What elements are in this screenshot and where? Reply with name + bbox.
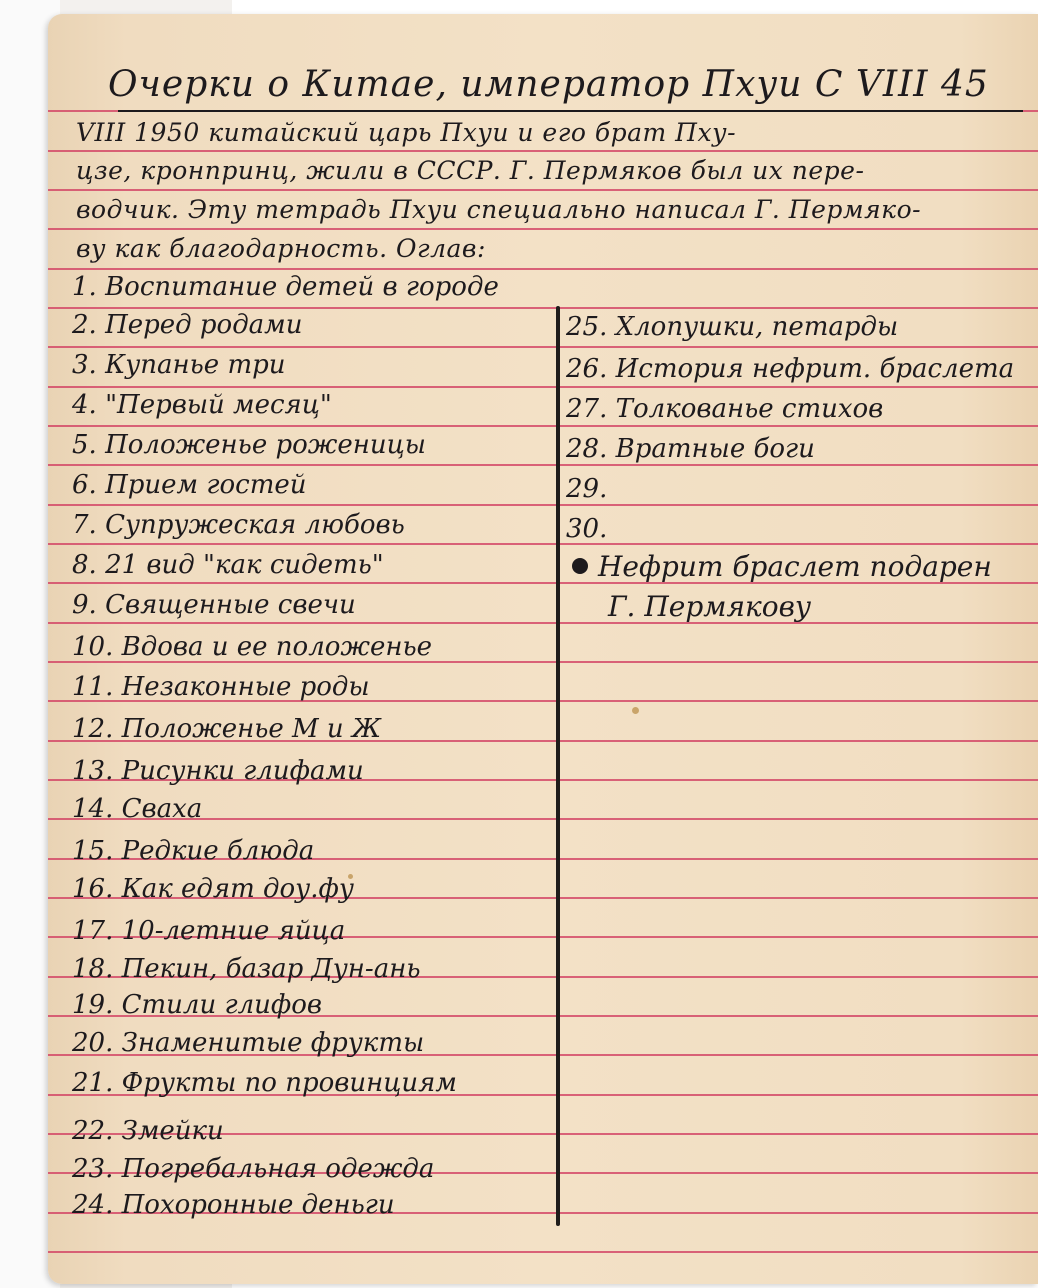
intro-line: цзе, кронпринц, жили в СССР. Г. Пермяков был их пере-: [76, 156, 865, 185]
rule-line: [48, 150, 1038, 152]
contents-item: 8. 21 вид "как сидеть": [72, 550, 384, 580]
contents-item: 27. Толкованье стихов: [566, 394, 884, 424]
page-title: Очерки о Китае, император Пхуи С VIII 45: [108, 64, 989, 105]
contents-item: 28. Вратные боги: [566, 434, 815, 464]
contents-item: 5. Положенье роженицы: [72, 430, 426, 460]
rule-line: [48, 268, 1038, 270]
contents-item: 30.: [566, 514, 608, 544]
contents-item: 17. 10-летние яйца: [72, 916, 346, 946]
rule-line: [48, 425, 1038, 427]
rule-line: [48, 464, 1038, 466]
rule-line: [48, 1251, 1038, 1253]
title-underline: [118, 110, 1023, 112]
rule-line: [48, 189, 1038, 191]
contents-item: 26. История нефрит. браслета: [566, 354, 1015, 384]
contents-item: 21. Фрукты по провинциям: [72, 1068, 457, 1098]
contents-item: 24. Похоронные деньги: [72, 1190, 395, 1220]
contents-item: 13. Рисунки глифами: [72, 756, 364, 786]
contents-item: 12. Положенье М и Ж: [72, 714, 382, 744]
contents-item: 14. Сваха: [72, 794, 203, 824]
note-line: Нефрит браслет подарен: [598, 550, 992, 583]
intro-line: VIII 1950 китайский царь Пхуи и его брат Пху-: [76, 118, 737, 147]
contents-item: 29.: [566, 474, 608, 504]
contents-item: 4. "Первый месяц": [72, 390, 332, 420]
intro-line: ву как благодарность. Оглав:: [76, 234, 486, 263]
contents-item: 7. Супружеская любовь: [72, 510, 405, 540]
note-line: Г. Пермякову: [608, 590, 812, 623]
notebook-page: [48, 14, 1038, 1284]
paper-speck: [632, 707, 639, 714]
rule-line: [48, 386, 1038, 388]
contents-item: 1. Воспитание детей в городе: [72, 272, 499, 302]
contents-item: 2. Перед родами: [72, 310, 303, 340]
contents-item: 11. Незаконные роды: [72, 672, 370, 702]
contents-item: 19. Стили глифов: [72, 990, 323, 1020]
contents-item: 20. Знаменитые фрукты: [72, 1028, 425, 1058]
contents-item: 23. Погребальная одежда: [72, 1154, 435, 1184]
contents-item: 25. Хлопушки, петарды: [566, 312, 899, 342]
rule-line: [48, 346, 1038, 348]
rule-line: [48, 504, 1038, 506]
contents-item: 16. Как едят доу.фу: [72, 874, 354, 904]
rule-line: [48, 543, 1038, 545]
contents-item: 18. Пекин, базар Дун-ань: [72, 954, 421, 984]
contents-item: 3. Купанье три: [72, 350, 286, 380]
bullet-icon: [572, 558, 588, 574]
contents-item: 15. Редкие блюда: [72, 836, 315, 866]
contents-item: 9. Священные свечи: [72, 590, 356, 620]
rule-line: [48, 622, 1038, 624]
contents-item: 6. Прием гостей: [72, 470, 307, 500]
intro-line: водчик. Эту тетрадь Пхуи специально написал Г. Пермяко-: [76, 195, 922, 224]
rule-line: [48, 307, 1038, 309]
column-divider: [556, 306, 560, 1226]
contents-item: 10. Вдова и ее положенье: [72, 632, 433, 662]
contents-item: 22. Змейки: [72, 1116, 224, 1146]
rule-line: [48, 228, 1038, 230]
